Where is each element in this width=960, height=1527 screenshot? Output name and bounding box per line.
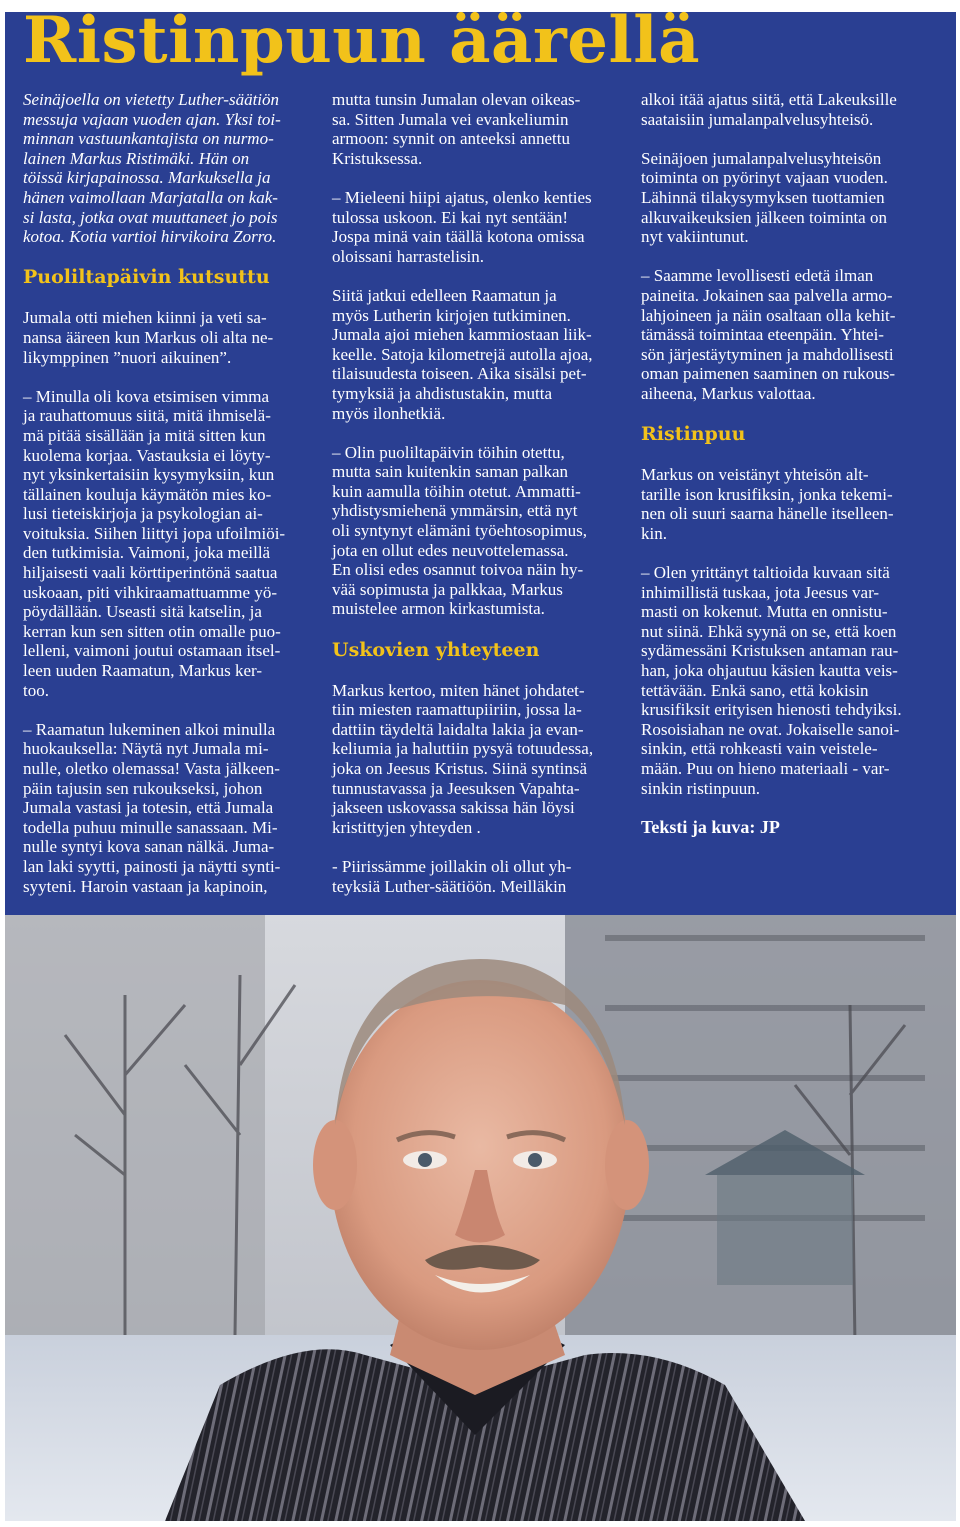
body-paragraph: alkoi itää ajatus siitä, että Lakeuksille saataisiin jumalanpalvelusyhteisö. xyxy=(641,90,897,129)
photo-text-credit: Teksti ja kuva: JP xyxy=(641,816,780,837)
body-paragraph: – Saamme levollisesti edetä ilman paineita. Jokainen saa palvella armo- lahjoineen ja näin osaltaan olla kehit- tämässä toimintaa eteenpäin. Yhtei- sön järjestäytyminen ja mahdollisesti oman paimenen saaminen on rukous- aiheena, Markus valottaa. xyxy=(641,266,896,403)
text-column-3 xyxy=(641,90,929,857)
body-paragraph: Seinäjoen jumalanpalvelusyhteisön toiminta on pyörinyt vajaan vuoden. Lähinnä tilakysymyksen tuottamien alkuvaikeuksien jälkeen toiminta on nyt vakiintunut. xyxy=(641,148,888,247)
body-paragraph: – Mieleeni hiipi ajatus, olenko kenties tulossa uskoon. Ei kai nyt sentään! Jospa minä vain täällä kotona omissa oloissani harrastelisin. xyxy=(332,187,592,266)
subheading-ristinpuu: Ristinpuu xyxy=(641,423,746,446)
text-column-2 xyxy=(332,90,620,916)
body-paragraph: Markus on veistänyt yhteisön alt- tarille ison krusifiksin, jonka tekemi- nen oli suuri saarna hänelle itselleen- kin. xyxy=(641,465,894,543)
body-paragraph: Markus kertoo, miten hänet johdatet- tiin miesten raamattupiiriin, jossa la- dattiin täydeltä laidalta lakia ja evan- keliumia ja haluttiin pysyä totuudessa, joka on Jeesus Kristus. Siinä syntinsä tunnustavassa ja Jeesuksen Vapahta- jakseen uskovassa sakissa hän löysi kristittyjen yhteyden . xyxy=(332,680,594,837)
body-paragraph: Siitä jatkui edelleen Raamatun ja myös Lutherin kirjojen tutkiminen. Jumala ajoi miehen kammiostaan liik- keelle. Satoja kilometrejä autolla ajoa, tilaisuudesta toiseen. Aika sisälsi pet- tymyksiä ja ahdistustakin, mutta myös ilonhetkiä. xyxy=(332,285,593,423)
body-paragraph: mutta tunsin Jumalan olevan oikeas- sa. Sitten Jumala vei evankeliumin armoon: synnit on anteeksi annettu Kristuksessa. xyxy=(332,90,581,168)
text-column-1 xyxy=(23,90,311,916)
article-title: Ristinpuun äärellä xyxy=(23,3,701,78)
body-paragraph: – Olen yrittänyt taltioida kuvaan sitä inhimillistä tuskaa, jota Jeesus var- masti on kokenut. Mutta en onnistu- nut siinä. Ehkä syynä on se, että koen sydämessäni Kristuksen antaman rau- han, joka ohjautuu käsien kautta veis- tettävään. Enkä sano, että kokisin krusifiksit erityisen hienosti tehdyiksi. Rosoisiahan ne ovat. Jokaiselle sanoi- sinkin, että rohkeasti vain veistele- mään. Puu on hieno materiaali - var- sinkin ristinpuun. xyxy=(641,563,902,798)
subheading-puoliltapaivin: Puoliltapäivin kutsuttu xyxy=(23,266,270,289)
intro-paragraph: Seinäjoella on vietetty Luther-säätiön messuja vajaan vuoden ajan. Yksi toi- minnan vastuunkantajista on nurmo- lainen Markus Ristimäki. Hän on töissä kirjapainossa. Markuksella ja hänen vaimollaan Marjatalla on kak- si lasta, jotka ovat muuttaneet jo pois kotoa. Kotia vartioi hirvikoira Zorro. xyxy=(23,90,281,247)
article-panel xyxy=(5,3,956,915)
body-paragraph: – Olin puoliltapäivin töihin otettu, mutta sain kuitenkin saman palkan kuin aamulla töihin otetut. Ammatti- yhdistysmiehenä ymmärsin, että nyt oli syntynyt elämäni työehtosopimus, jota en ollut edes neuvottelemassa. En olisi edes osannut toivoa näin hy- vää sopimusta ja palkkaa, Markus muistelee armon kirkastumista. xyxy=(332,442,587,619)
body-paragraph: Jumala otti miehen kiinni ja veti sa- nansa ääreen kun Markus oli alta ne- likymppinen ”nuori aikuinen”. xyxy=(23,308,274,367)
portrait-photo xyxy=(5,915,956,1521)
body-paragraph: – Minulla oli kova etsimisen vimma ja rauhattomuus siitä, mitä ihmiselä- mä pitää sisällään ja mitä sitten kun kuolema korjaa. Vastauksia ei löyty- nyt yksinkertaisiin kysymyksiin, kun tällainen kouluja käymätön mies ko- lusi tieteiskirjoja ja psykologian ai- voituksia. Siihen liittyi jopa ufoilmiöi- den tutkimisia. Vaimoni, joka meillä hiljaisesti vaali körttiperintönä saatua uskoaan, piti vihkiraamattuamme yö- pöydällään. Useasti sitä katselin, ja kerran kun sen sitten otin omalle puo- lelleni, vaimoni joutui ostamaan itsel- leen uuden Raamatun, Markus ker- too. xyxy=(23,386,286,700)
body-paragraph: – Raamatun lukeminen alkoi minulla huokauksella: Näytä nyt Jumala mi- nulle, oletko olemassa! Vasta jälkeen- päin tajusin sen rukoukseksi, johon Jumala vastasi ja totesin, että Jumala todella puhuu minulle sanassaan. Mi- nulle syntyi kova sanan nälkä. Juma- lan laki syytti, painosti ja näytti synti- syyteni. Haroin vastaan ja kapinoin, xyxy=(23,719,281,896)
body-paragraph: - Piirissämme joillakin oli ollut yh- teyksiä Luther-säätiöön. Meilläkin xyxy=(332,856,572,896)
subheading-uskovien-yhteyteen: Uskovien yhteyteen xyxy=(332,638,540,661)
